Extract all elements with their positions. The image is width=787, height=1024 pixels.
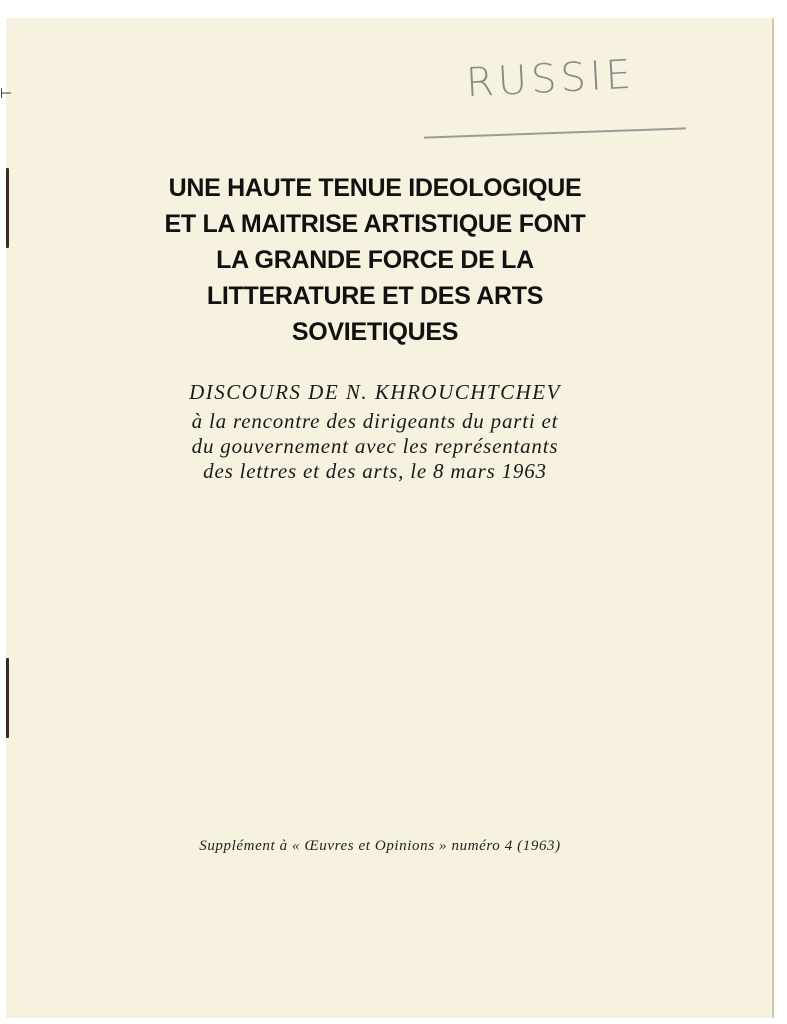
binding-staple-bottom — [6, 658, 9, 738]
page-edge — [772, 18, 774, 1018]
binding-staple-top — [6, 168, 9, 248]
margin-mark-icon: ⊢ — [0, 86, 13, 102]
subtitle-line: à la rencontre des dirigeants du parti et — [191, 409, 559, 433]
document-page — [6, 18, 772, 1018]
subtitle-line: du gouvernement avec les représentants — [191, 434, 559, 458]
title-line: SOVIETIQUES — [291, 318, 459, 346]
title-line: LA GRANDE FORCE DE LA — [216, 246, 534, 274]
title-line: ET LA MAITRISE ARTISTIQUE FONT — [164, 210, 586, 238]
document-subtitle — [100, 380, 650, 484]
supplement-note: Supplément à « Œuvres et Opinions » numéro 4 (1963) — [199, 838, 561, 854]
title-line: LITTERATURE ET DES ARTS — [206, 282, 544, 310]
handwritten-annotation: RUSSIE — [464, 51, 637, 107]
subtitle-line: des lettres et des arts, le 8 mars 1963 — [203, 459, 547, 483]
document-title — [120, 170, 630, 350]
speech-heading: DISCOURS DE N. KHROUCHTCHEV — [189, 380, 561, 404]
title-line: UNE HAUTE TENUE IDEOLOGIQUE — [168, 174, 582, 202]
